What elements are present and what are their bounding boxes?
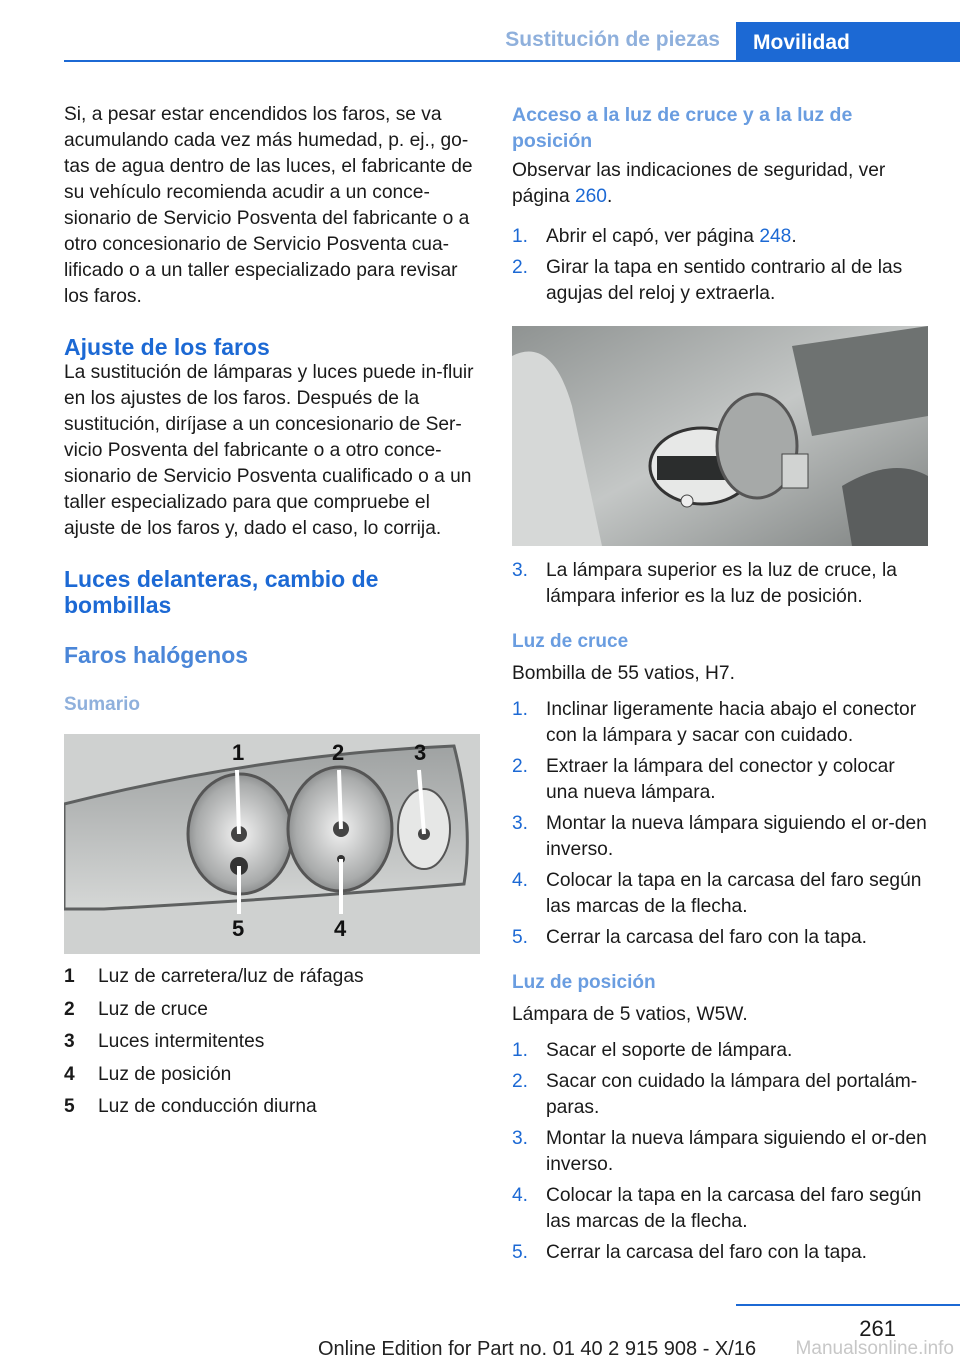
step-item: 1. Abrir el capó, ver página 248. (512, 226, 797, 247)
cruce-steps (512, 697, 928, 951)
step-item: 1. Sacar el soporte de lámpara. (512, 1040, 793, 1061)
callout-label-4: 4 (334, 916, 347, 941)
acceso-steps (512, 224, 928, 307)
ajuste-heading: Ajuste de los faros (64, 334, 270, 360)
legend-item: 3 Luces intermitentes (64, 1031, 265, 1052)
callout-label-5: 5 (232, 916, 245, 941)
legend-item: 2 Luz de cruce (64, 998, 208, 1020)
faros-heading: Faros halógenos (64, 642, 249, 668)
page-number: 261 (859, 1316, 896, 1341)
callout-line-2 (339, 770, 341, 829)
header-rule (64, 60, 960, 62)
step-item: 3. Montar la nueva lámpara siguiendo el or-den inverso. (512, 1128, 927, 1175)
acceso-steps-continued (512, 558, 928, 610)
posicion-steps (512, 1038, 928, 1266)
step-item: 2. Girar la tapa en sentido contrario al de las agujas del reloj y extraerla. (512, 257, 903, 304)
legend-list (64, 964, 480, 1120)
headlight-overview-figure (64, 734, 480, 954)
step-item: 4. Colocar la tapa en la carcasa del faro según las marcas de la flecha. (512, 870, 922, 917)
step-item: 4. Colocar la tapa en la carcasa del faro según las marcas de la flecha. (512, 1185, 922, 1232)
step-item: 2. Extraer la lámpara del conector y colocar una nueva lámpara. (512, 756, 895, 803)
left-column (64, 102, 480, 1127)
page-link-248[interactable]: 248 (759, 226, 792, 247)
step-item: 3. Montar la nueva lámpara siguiendo el or-den inverso. (512, 813, 927, 860)
step-item: 2. Sacar con cuidado la lámpara del portalám-paras. (512, 1071, 918, 1118)
legend-item: 5 Luz de conducción diurna (64, 1096, 317, 1117)
header-chapter-tab: Movilidad (736, 22, 960, 62)
callout-label-2: 2 (332, 740, 345, 765)
acceso-heading: Acceso a la luz de cruce y a la luz de posición (512, 104, 853, 152)
header-section-title: Sustitución de piezas (505, 28, 720, 51)
legend-item: 1 Luz de carretera/luz de ráfagas (64, 966, 364, 987)
footer-rule (736, 1304, 960, 1306)
posicion-heading: Luz de posición (512, 972, 656, 993)
step-item: 1. Inclinar ligeramente hacia abajo el conector con la lámpara y sacar con cuidado. (512, 699, 917, 746)
watermark: Manualsonline.info (795, 1338, 954, 1359)
bolt (681, 495, 693, 507)
page-link-260[interactable]: 260 (574, 186, 607, 207)
legend-item: 4 Luz de posición (64, 1063, 232, 1085)
luces-heading: Luces delanteras, cambio de bombillas (64, 566, 379, 618)
posicion-paragraph: Lámpara de 5 vatios, W5W. (512, 1004, 748, 1025)
ajuste-paragraph: La sustitución de lámparas y luces puede in-fluir en los ajustes de los faros. Después de la sustitución, diríjase a un concesionario de Ser-vicio Posventa del fabricante o a otro conce-sionario de Servicio Posventa cualificado o a un taller especializado para que compruebe el ajuste de los faros y, dado el caso, lo corrija. (64, 362, 474, 539)
cruce-heading: Luz de cruce (512, 631, 629, 652)
callout-label-3: 3 (414, 740, 427, 765)
bracket (782, 454, 808, 488)
hose (842, 468, 928, 546)
step-item: 5. Cerrar la carcasa del faro con la tapa. (512, 927, 868, 948)
right-column (512, 102, 928, 1271)
intro-paragraph: Si, a pesar estar encendidos los faros, se va acumulando cada vez más humedad, p. ej., go-tas de agua dentro de las luces, el fabricante de su vehículo recomienda acudir a un conce-sionario de Servicio Posventa del fabricante o a otro concesionario de Servicio Posventa cua-lificado o a un taller especializado para revisar los faros. (64, 104, 473, 307)
callout-line-1 (237, 770, 239, 834)
acceso-paragraph: Observar las indicaciones de seguridad, ver página 260. (512, 160, 886, 207)
sumario-heading: Sumario (64, 694, 141, 715)
step-item: 5. Cerrar la carcasa del faro con la tapa. (512, 1242, 868, 1263)
engine-bay-figure (512, 326, 928, 546)
edition-text: Online Edition for Part no. 01 40 2 915 908 - X/16 (318, 1338, 757, 1360)
cruce-paragraph: Bombilla de 55 vatios, H7. (512, 663, 735, 684)
step-item: 3. La lámpara superior es la luz de cruce, la lámpara inferior es la luz de posición. (512, 560, 897, 607)
callout-label-1: 1 (232, 740, 245, 765)
